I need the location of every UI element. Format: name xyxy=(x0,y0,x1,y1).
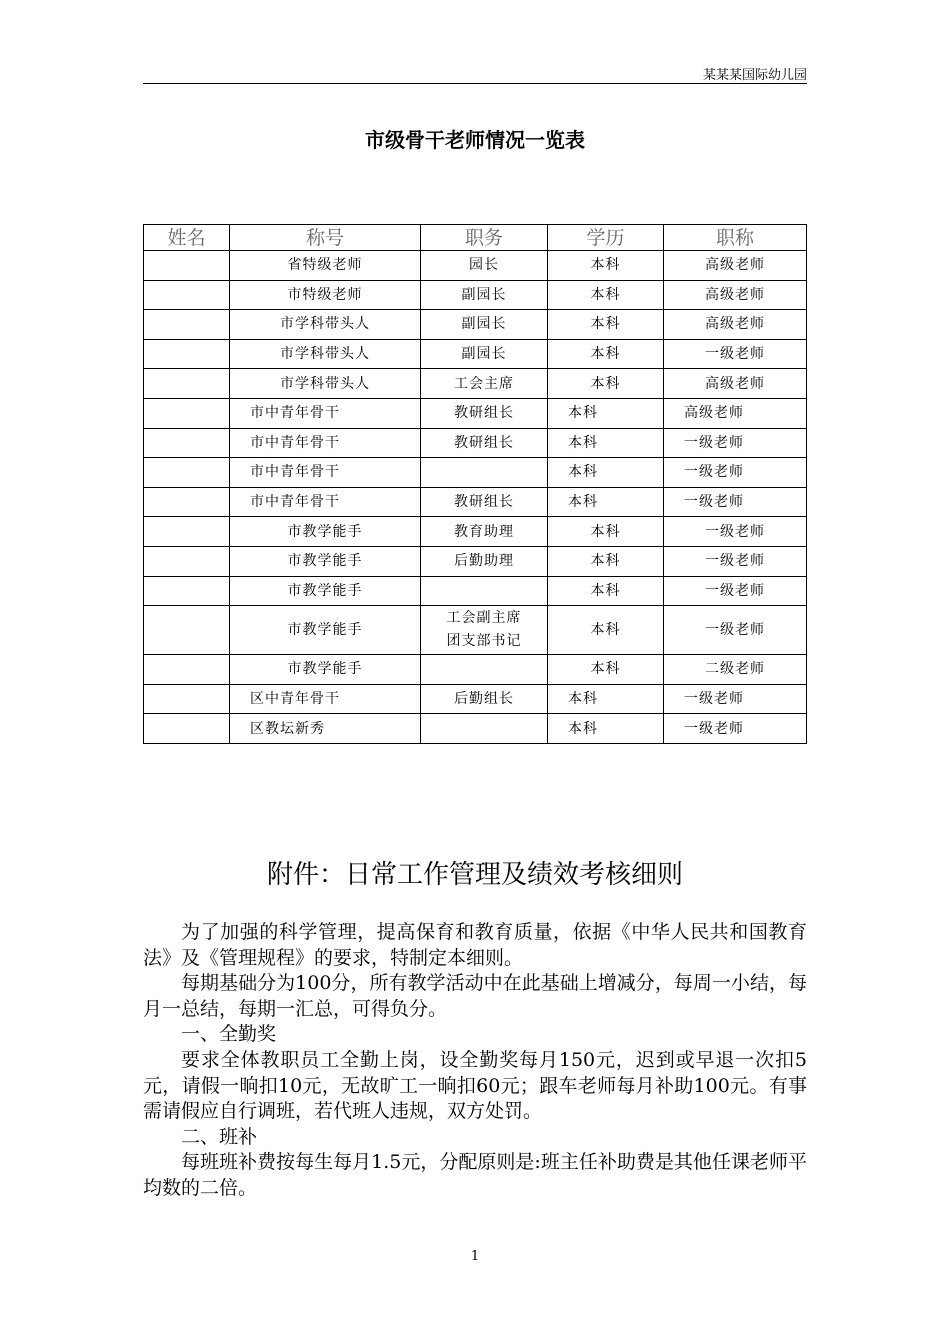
education-cell: 本科 xyxy=(548,428,664,458)
table-row xyxy=(144,517,807,547)
header-name: 姓名 xyxy=(144,225,230,251)
rank-cell: 一级老师 xyxy=(664,458,807,488)
name-cell xyxy=(144,339,230,369)
position-line: 教研组长 xyxy=(454,405,514,422)
education-cell: 本科 xyxy=(548,458,664,488)
rank-cell: 高级老师 xyxy=(664,398,807,428)
table-title: 市级骨干老师情况一览表 xyxy=(365,128,585,152)
rank-cell: 一级老师 xyxy=(664,606,807,655)
name-cell xyxy=(144,546,230,576)
rank-cell: 一级老师 xyxy=(664,684,807,714)
position-cell xyxy=(421,280,548,310)
position-line: 教育助理 xyxy=(454,523,514,540)
honor-cell: 市学科带头人 xyxy=(230,369,421,399)
table-row xyxy=(144,310,807,340)
honor-cell: 市中青年骨干 xyxy=(230,398,421,428)
position-line: 副园长 xyxy=(461,346,507,363)
position-cell xyxy=(421,487,548,517)
header-education: 学历 xyxy=(548,225,664,251)
name-cell xyxy=(144,251,230,281)
name-cell xyxy=(144,714,230,744)
school-name-header: 某某某国际幼儿园 xyxy=(702,68,807,83)
staff-table xyxy=(143,224,807,744)
position-line: 副园长 xyxy=(461,316,507,333)
table-row xyxy=(144,428,807,458)
honor-cell: 区中青年骨干 xyxy=(230,684,421,714)
paragraph: 每期基础分为100分，所有教学活动中在此基础上增减分，每周一小结，每月一总结，每期一汇总，可得负分。 xyxy=(143,972,807,1020)
honor-cell: 市教学能手 xyxy=(230,576,421,606)
honor-cell: 市学科带头人 xyxy=(230,339,421,369)
honor-cell: 市学科带头人 xyxy=(230,310,421,340)
header-honor: 称号 xyxy=(230,225,421,251)
table-row xyxy=(144,487,807,517)
position-line: 后勤助理 xyxy=(454,553,514,570)
table-row xyxy=(144,714,807,744)
position-cell xyxy=(421,714,548,744)
position-line: 工会副主席 xyxy=(446,610,522,627)
table-row xyxy=(144,398,807,428)
rank-cell: 一级老师 xyxy=(664,546,807,576)
honor-cell: 市中青年骨干 xyxy=(230,487,421,517)
position-line: 团支部书记 xyxy=(446,633,522,650)
table-row xyxy=(144,606,807,655)
name-cell xyxy=(144,280,230,310)
table-row xyxy=(144,369,807,399)
table-row xyxy=(144,546,807,576)
name-cell xyxy=(144,458,230,488)
honor-cell: 区教坛新秀 xyxy=(230,714,421,744)
section-heading: 一、全勤奖 xyxy=(181,1023,277,1046)
position-cell xyxy=(421,655,548,685)
table-row xyxy=(144,280,807,310)
position-cell xyxy=(421,606,548,655)
rank-cell: 高级老师 xyxy=(664,310,807,340)
education-cell: 本科 xyxy=(548,546,664,576)
education-cell: 本科 xyxy=(548,310,664,340)
rank-cell: 高级老师 xyxy=(664,369,807,399)
paragraph: 要求全体教职员工全勤上岗，设全勤奖每月150元，迟到或早退一次扣5元，请假一晌扣10元，无故旷工一晌扣60元；跟车老师每月补助100元。有事需请假应自行调班，若代班人违规，双方处罚。 xyxy=(143,1048,807,1123)
education-cell: 本科 xyxy=(548,339,664,369)
name-cell xyxy=(144,517,230,547)
table-row xyxy=(144,655,807,685)
name-cell xyxy=(144,398,230,428)
table-row xyxy=(144,684,807,714)
position-line: 教研组长 xyxy=(454,494,514,511)
position-cell xyxy=(421,684,548,714)
honor-cell: 市中青年骨干 xyxy=(230,458,421,488)
rank-cell: 一级老师 xyxy=(664,339,807,369)
education-cell: 本科 xyxy=(548,684,664,714)
position-line: 副园长 xyxy=(461,286,507,303)
position-cell xyxy=(421,546,548,576)
table-header-row xyxy=(144,225,807,251)
name-cell xyxy=(144,310,230,340)
header-position: 职务 xyxy=(421,225,548,251)
rank-cell: 一级老师 xyxy=(664,487,807,517)
paragraph: 为了加强的科学管理，提高保育和教育质量，依据《中华人民共和国教育法》及《管理规程》的要求，特制定本细则。 xyxy=(143,921,807,969)
honor-cell: 市教学能手 xyxy=(230,546,421,576)
position-line: 后勤组长 xyxy=(454,691,514,708)
name-cell xyxy=(144,369,230,399)
position-cell xyxy=(421,517,548,547)
name-cell xyxy=(144,487,230,517)
position-line: 园长 xyxy=(469,257,499,274)
rank-cell: 高级老师 xyxy=(664,280,807,310)
rank-cell: 二级老师 xyxy=(664,655,807,685)
name-cell xyxy=(144,428,230,458)
table-row xyxy=(144,251,807,281)
honor-cell: 市教学能手 xyxy=(230,606,421,655)
education-cell: 本科 xyxy=(548,369,664,399)
name-cell xyxy=(144,606,230,655)
paragraph: 每班班补费按每生每月1.5元，分配原则是:班主任补助费是其他任课老师平均数的二倍。 xyxy=(143,1151,807,1199)
position-line: 工会主席 xyxy=(454,375,514,392)
attachment-body xyxy=(143,920,807,1202)
name-cell xyxy=(144,655,230,685)
position-line: 教研组长 xyxy=(454,434,514,451)
honor-cell: 市教学能手 xyxy=(230,517,421,547)
position-cell xyxy=(421,339,548,369)
name-cell xyxy=(144,576,230,606)
honor-cell: 省特级老师 xyxy=(230,251,421,281)
education-cell: 本科 xyxy=(548,655,664,685)
rank-cell: 高级老师 xyxy=(664,251,807,281)
header-rank: 职称 xyxy=(664,225,807,251)
header-rule xyxy=(143,83,807,84)
education-cell: 本科 xyxy=(548,714,664,744)
education-cell: 本科 xyxy=(548,487,664,517)
education-cell: 本科 xyxy=(548,517,664,547)
education-cell: 本科 xyxy=(548,280,664,310)
position-cell xyxy=(421,576,548,606)
honor-cell: 市特级老师 xyxy=(230,280,421,310)
education-cell: 本科 xyxy=(548,398,664,428)
position-cell xyxy=(421,369,548,399)
position-cell xyxy=(421,310,548,340)
education-cell: 本科 xyxy=(548,606,664,655)
rank-cell: 一级老师 xyxy=(664,714,807,744)
education-cell: 本科 xyxy=(548,576,664,606)
table-row xyxy=(144,576,807,606)
name-cell xyxy=(144,684,230,714)
rank-cell: 一级老师 xyxy=(664,428,807,458)
honor-cell: 市中青年骨干 xyxy=(230,428,421,458)
position-cell xyxy=(421,458,548,488)
rank-cell: 一级老师 xyxy=(664,517,807,547)
position-cell xyxy=(421,398,548,428)
position-cell xyxy=(421,251,548,281)
table-row xyxy=(144,339,807,369)
education-cell: 本科 xyxy=(548,251,664,281)
rank-cell: 一级老师 xyxy=(664,576,807,606)
attachment-heading: 附件：日常工作管理及绩效考核细则 xyxy=(266,860,683,890)
honor-cell: 市教学能手 xyxy=(230,655,421,685)
table-row xyxy=(144,458,807,488)
page-number: 1 xyxy=(470,1249,480,1264)
position-cell xyxy=(421,428,548,458)
section-heading: 二、班补 xyxy=(181,1125,258,1148)
